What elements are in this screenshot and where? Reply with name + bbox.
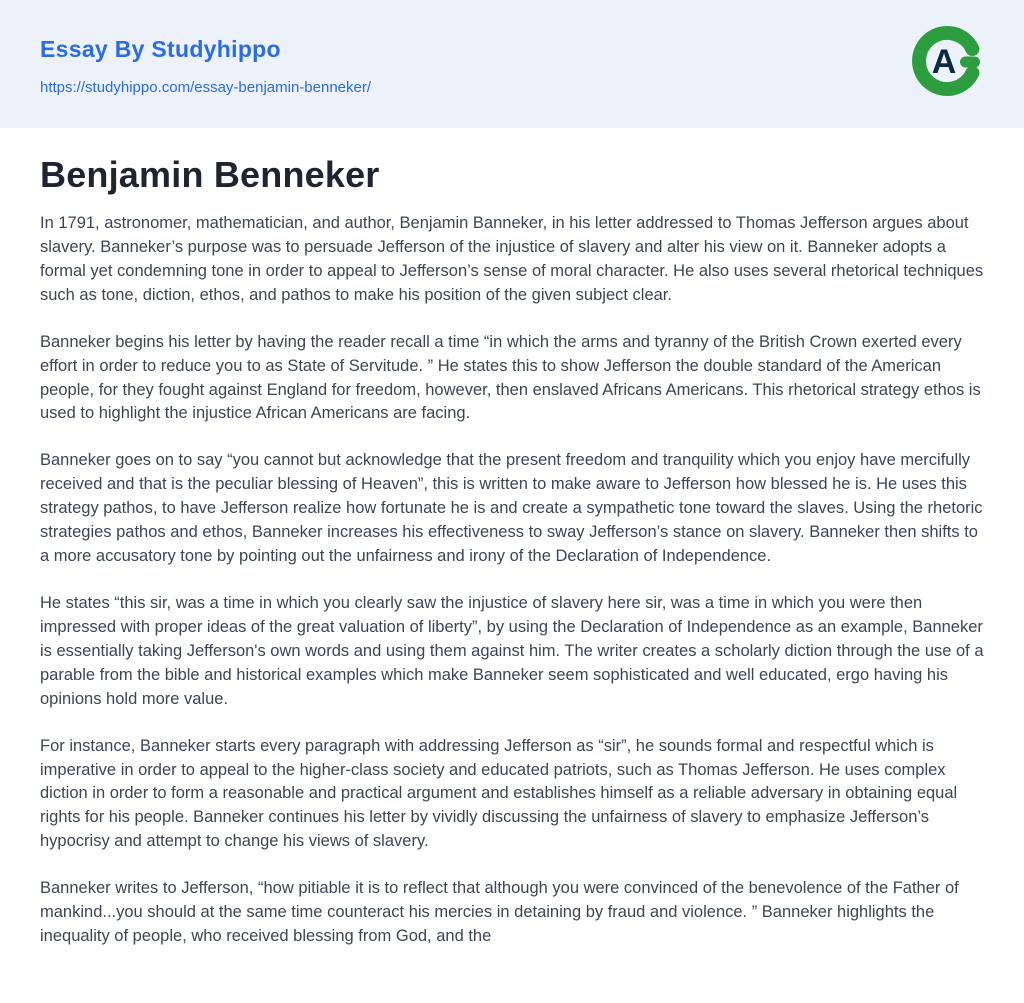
page-header bbox=[0, 0, 1024, 128]
article-paragraph: Banneker writes to Jefferson, “how pitiable it is to reflect that although you were convinced of the benevolence of the Father of mankind...you should at the same time counteract his mercies in detaining by fraud and violence. ” Banneker highlights the inequality of people, who received blessing from God, and the bbox=[40, 879, 959, 946]
article-paragraph: He states “this sir, was a time in which you clearly saw the injustice of slavery here sir, was a time in which you were then impressed with proper ideas of the great valuation of liberty”, by using the Declaration of Independence as an example, Banneker is essentially taking Jefferson's own words and using them against him. The writer creates a scholarly diction through the use of a parable from the bible and historical examples which make Banneker seem sophisticated and well educated, ergo having his opinions hold more value. bbox=[40, 593, 984, 708]
site-title-link[interactable]: Essay By Studyhippo bbox=[40, 36, 281, 62]
article-paragraph: Banneker begins his letter by having the reader recall a time “in which the arms and tyranny of the British Crown exerted every effort in order to reduce you to as State of Servitude. ” He states this to show Jefferson the double standard of the American people, for they fought against England for freedom, however, then enslaved Africans Americans. This rhetorical strategy ethos is used to highlight the injustice African Americans are facing. bbox=[40, 332, 981, 423]
logo-a-icon bbox=[908, 22, 986, 100]
article-paragraph: In 1791, astronomer, mathematician, and author, Benjamin Banneker, in his letter addressed to Thomas Jefferson argues about slavery. Banneker’s purpose was to persuade Jefferson of the injustice of slavery and alter his view on it. Banneker adopts a formal yet condemning tone in order to appeal to Jefferson’s sense of moral character. He also uses several rhetorical techniques such as tone, diction, ethos, and pathos to make his position of the given subject clear. bbox=[40, 214, 984, 304]
article-content bbox=[0, 128, 1024, 949]
article-paragraph: For instance, Banneker starts every paragraph with addressing Jefferson as “sir”, he sounds formal and respectful which is imperative in order to appeal to the higher-class society and educated patriots, such as Thomas Jefferson. He uses complex diction in order to form a reasonable and practical argument and establishes himself as a reliable adversary in obtaining equal rights for his people. Banneker continues his letter by vividly discussing the unfairness of slavery to emphasize Jefferson’s hypocrisy and attempt to change his views of slavery. bbox=[40, 736, 958, 851]
logo-letter: A bbox=[931, 43, 957, 81]
source-url-link[interactable]: https://studyhippo.com/essay-benjamin-benneker/ bbox=[40, 79, 372, 96]
studyhippo-logo[interactable] bbox=[908, 22, 986, 100]
article-title: Benjamin Benneker bbox=[40, 154, 380, 195]
article-paragraph: Banneker goes on to say “you cannot but acknowledge that the present freedom and tranquility which you enjoy have mercifully received and that is the peculiar blessing of Heaven”, this is written to make aware to Jefferson how blessed he is. He uses this strategy pathos, to have Jefferson realize how fortunate he is and create a sympathetic tone toward the slaves. Using the rhetoric strategies pathos and ethos, Banneker increases his effectiveness to sway Jefferson’s stance on slavery. Banneker then shifts to a more accusatory tone by pointing out the unfairness and irony of the Declaration of Independence. bbox=[40, 451, 983, 566]
